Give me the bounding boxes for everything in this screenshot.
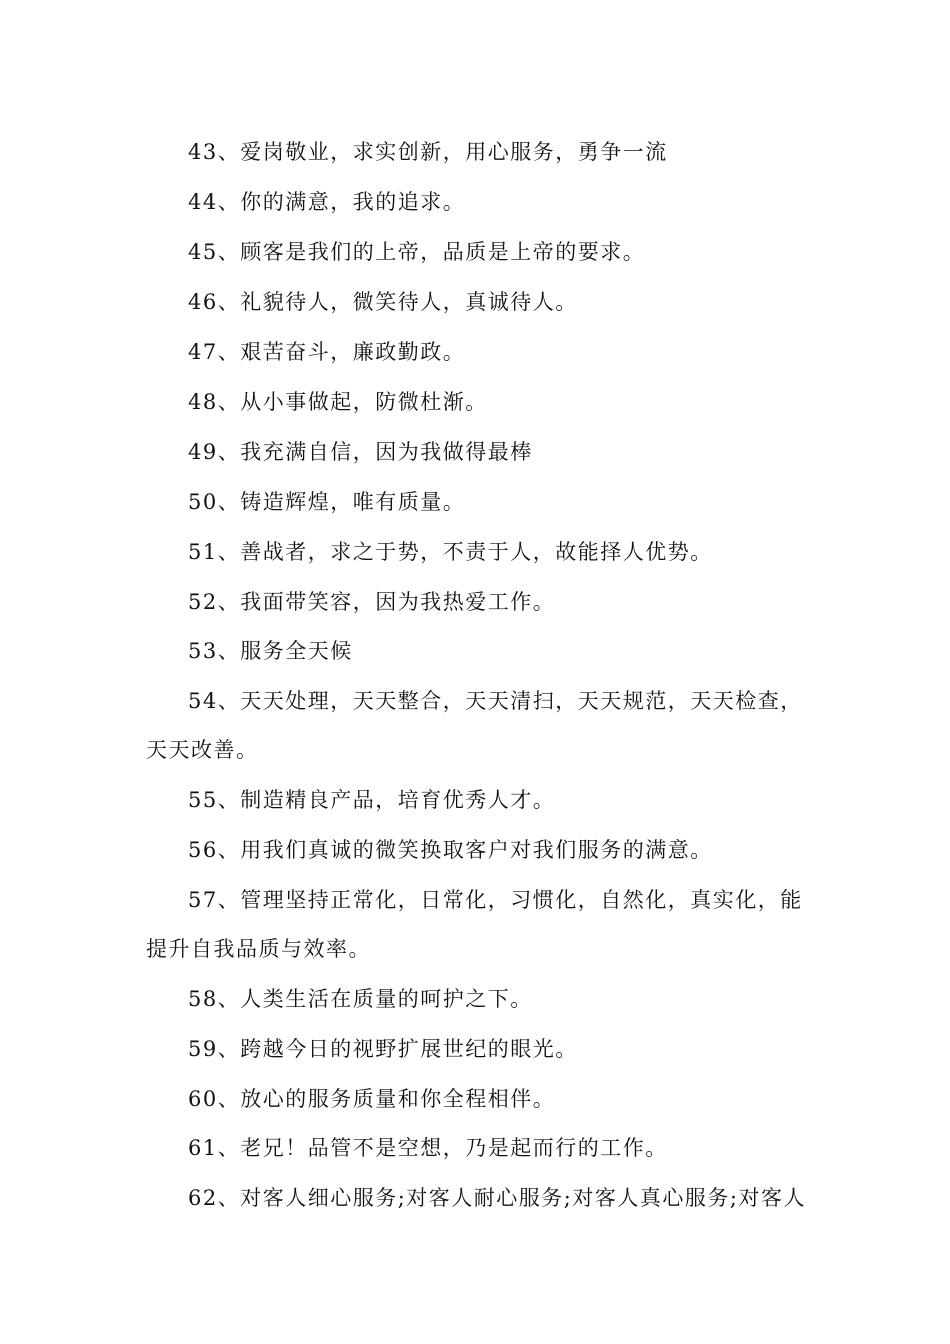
text-line: 52、我面带笑容，因为我热爱工作。 [188, 590, 556, 614]
text-line: 56、用我们真诚的微笑换取客户对我们服务的满意。 [188, 838, 713, 862]
text-line: 61、老兄！品管不是空想，乃是起而行的工作。 [188, 1136, 668, 1160]
text-line: 53、服务全天候 [188, 639, 353, 663]
text-line: 59、跨越今日的视野扩展世纪的眼光。 [188, 1037, 578, 1061]
text-line: 47、艰苦奋斗，廉政勤政。 [188, 340, 466, 364]
text-line-continuation: 提升自我品质与效率。 [146, 937, 371, 961]
text-line: 44、你的满意，我的追求。 [188, 190, 466, 214]
text-line: 54、天天处理，天天整合，天天清扫，天天规范，天天检查， [188, 689, 803, 713]
text-line: 55、制造精良产品，培育优秀人才。 [188, 788, 556, 812]
text-line: 60、放心的服务质量和你全程相伴。 [188, 1087, 556, 1111]
text-line: 43、爱岗敬业，求实创新，用心服务，勇争一流 [188, 140, 668, 164]
text-line: 58、人类生活在质量的呵护之下。 [188, 987, 533, 1011]
text-line: 62、对客人细心服务;对客人耐心服务;对客人真心服务;对客人 [188, 1186, 806, 1210]
text-line: 46、礼貌待人，微笑待人，真诚待人。 [188, 290, 578, 314]
text-line-continuation: 天天改善。 [146, 738, 259, 762]
text-line: 45、顾客是我们的上帝，品质是上帝的要求。 [188, 240, 646, 264]
text-line: 48、从小事做起，防微杜渐。 [188, 390, 488, 414]
text-line: 50、铸造辉煌，唯有质量。 [188, 490, 466, 514]
text-line: 51、善战者，求之于势，不责于人，故能择人优势。 [188, 540, 713, 564]
text-line: 57、管理坚持正常化，日常化，习惯化，自然化，真实化，能 [188, 888, 803, 912]
text-line: 49、我充满自信，因为我做得最棒 [188, 440, 533, 464]
